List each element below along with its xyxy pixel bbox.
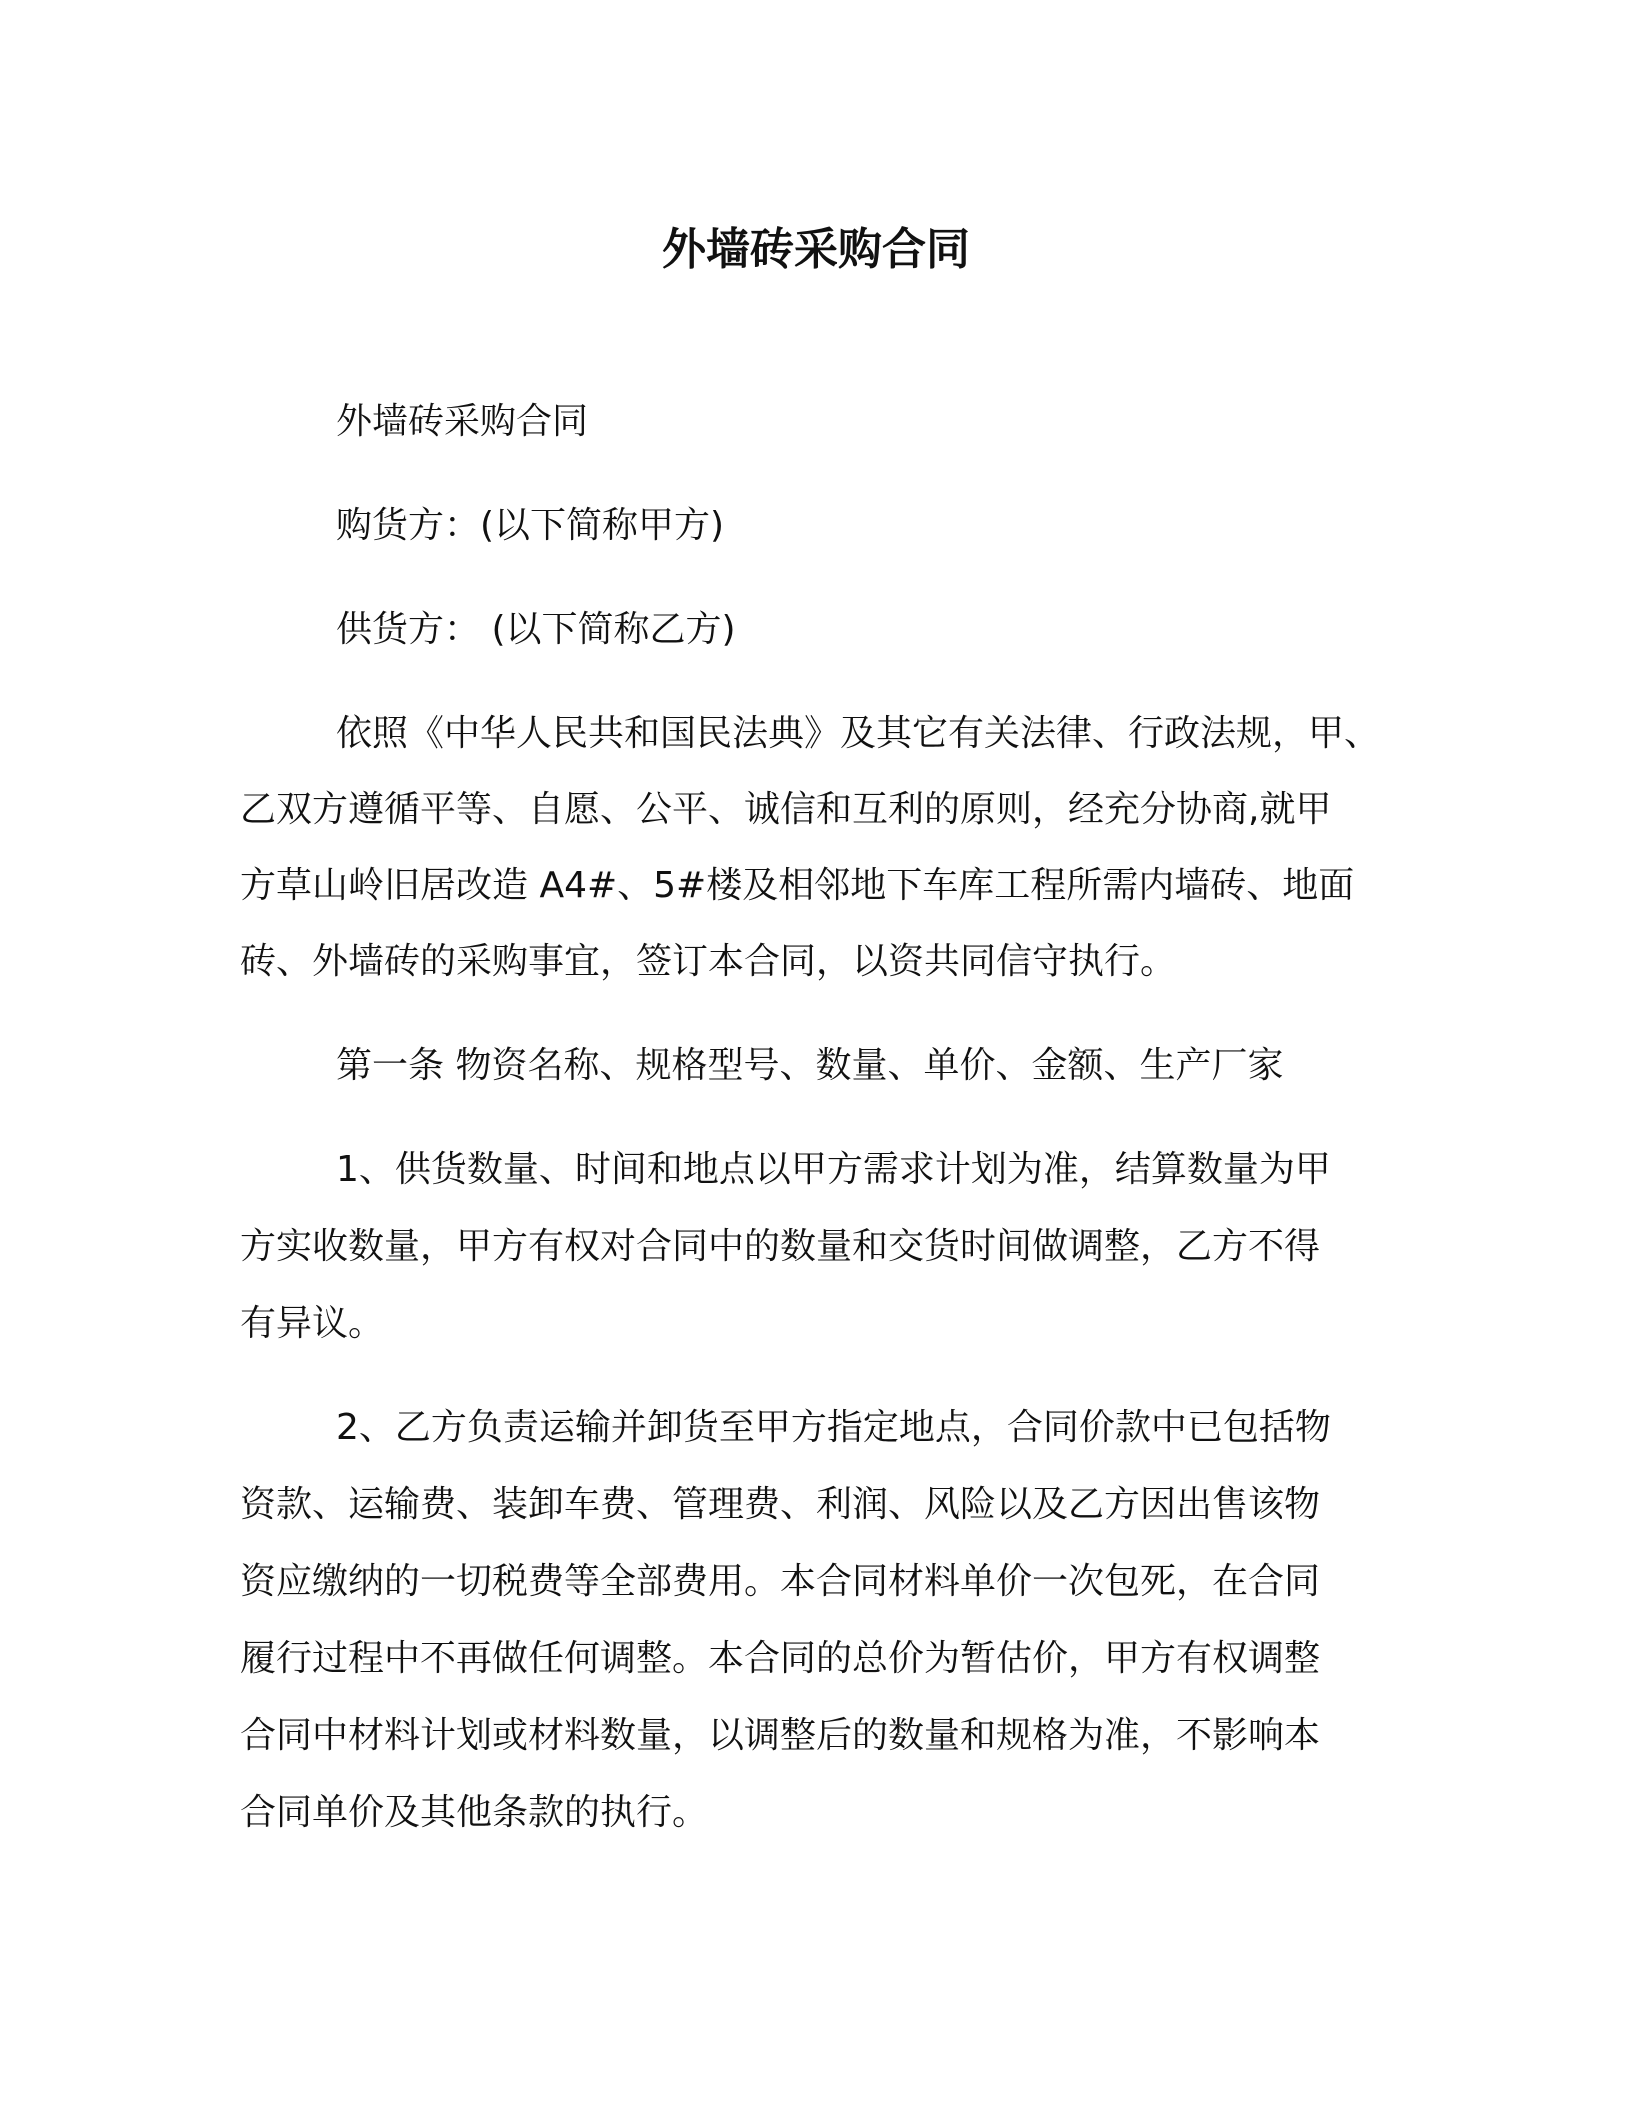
clause-line: 合同中材料计划或材料数量，以调整后的数量和规格为准，不影响本 [240, 1715, 1321, 1756]
clause-line: 合同单价及其他条款的执行。 [240, 1792, 709, 1833]
clause-line: 履行过程中不再做任何调整。本合同的总价为暂估价，甲方有权调整 [240, 1638, 1321, 1679]
document-subtitle: 外墙砖采购合同 [336, 401, 589, 442]
preamble-line: 方草山岭旧居改造 A4#、5#楼及相邻地下车库工程所需内墙砖、地面 [240, 865, 1355, 906]
article-1-heading: 第一条 物资名称、规格型号、数量、单价、金额、生产厂家 [336, 1045, 1284, 1086]
preamble-line: 砖、外墙砖的采购事宜，签订本合同，以资共同信守执行。 [240, 941, 1177, 982]
preamble-line: 乙双方遵循平等、自愿、公平、诚信和互利的原则，经充分协商,就甲 [240, 789, 1332, 830]
supplier-line: 供货方： (以下简称乙方) [336, 609, 736, 650]
preamble-line: 依照《中华人民共和国民法典》及其它有关法律、行政法规，甲、 [336, 713, 1381, 754]
clause-line: 方实收数量，甲方有权对合同中的数量和交货时间做调整，乙方不得 [240, 1226, 1321, 1267]
clause-line: 资应缴纳的一切税费等全部费用。本合同材料单价一次包死，在合同 [240, 1561, 1321, 1602]
document-title: 外墙砖采购合同 [662, 224, 970, 275]
buyer-line: 购货方：(以下简称甲方) [336, 505, 725, 546]
clause-line: 资款、运输费、装卸车费、管理费、利润、风险以及乙方因出售该物 [240, 1484, 1321, 1525]
clause-line: 1、供货数量、时间和地点以甲方需求计划为准，结算数量为甲 [336, 1149, 1331, 1190]
clause-line: 有异议。 [240, 1303, 385, 1344]
clause-line: 2、乙方负责运输并卸货至甲方指定地点，合同价款中已包括物 [336, 1407, 1331, 1448]
